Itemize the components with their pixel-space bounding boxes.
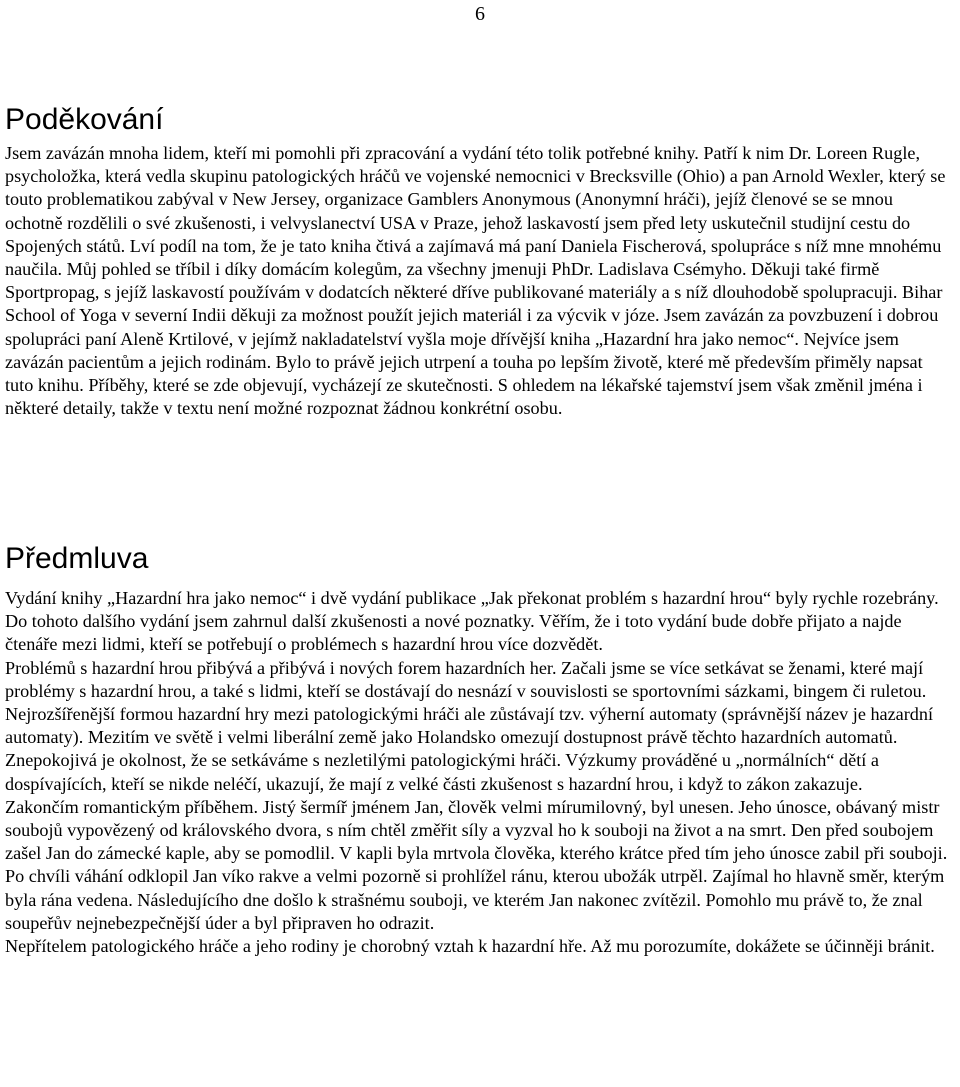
acknowledgements-paragraph: Jsem zavázán mnoha lidem, kteří mi pomohli při zpracování a vydání této tolik potřebné knihy. Patří k nim Dr. Loreen Rugle, psycholožka, která vedla skupinu patologických hráčů ve vojenské nemocnici v Brecksville (Ohio) a pan Arnold Wexler, který se touto problematikou zabýval v New Jersey, organizace Gamblers Anonymous (Anonymní hráči), jejíž členové se se mnou ochotně rozdělili o své zkušenosti, i velvyslanectví USA v Praze, jehož laskavostí jsem před lety uskutečnil studijní cestu do Spojených států. Lví podíl na tom, že je tato kniha čtivá a zajímavá má paní Daniela Fischerová, spolupráce s níž mne mnohému naučila. Můj pohled se tříbil i díky domácím kolegům, za všechny jmenuji PhDr. Ladislava Csémyho. Děkuji také firmě Sportpropag, s jejíž laskavostí používám v dodatcích některé dříve publikované materiály a s níž dlouhodobě spolupracuji. Bihar School of Yoga v severní Indii děkuji za možnost použít jejich materiál i za výcvik v józe. Jsem zavázán za povzbuzení i dobrou spolupráci paní Aleně Krtilové, v jejímž nakladatelství vyšla moje dřívější kniha „Hazardní hra jako nemoc“. Nejvíce jsem zavázán pacientům a jejich rodinám. Bylo to právě jejich utrpení a touha po lepším životě, které mě především přiměly napsat tuto knihu. Příběhy, které se zde objevují, vycházejí ze skutečnosti. S ohledem na lékařské tajemství jsem však změnil jména i některé detaily, takže v textu není možné rozpoznat žádnou konkrétní osobu. [5, 143, 946, 419]
preface-paragraph: Problémů s hazardní hrou přibývá a přibývá i nových forem hazardních her. Začali jsme se více setkávat se ženami, které mají problémy s hazardní hrou, a také s lidmi, kteří se dostávají do nesnází v souvislosti se sportovními sázkami, bingem či ruletou. Nejrozšířenější formou hazardní hry mezi patologickými hráči ale zůstávají tzv. výherní automaty (správnější název je hazardní automaty). Mezitím ve světě i velmi liberální země jako Holandsko omezují dostupnost právě těchto hazardních automatů. Znepokojivá je okolnost, že se setkáváme s nezletilými patologickými hráči. Výzkumy prováděné u „normálních“ dětí a dospívajících, kteří se nikde neléčí, ukazují, že mají z velké části zkušenost s hazardní hrou, i když to zákon zakazuje. [5, 657, 934, 794]
acknowledgements-heading: Poděkování [5, 103, 164, 136]
preface-body [5, 587, 951, 958]
preface-paragraph: Zakončím romantickým příběhem. Jistý šermíř jménem Jan, člověk velmi mírumilovný, byl unesen. Jeho únosce, obávaný mistr soubojů vypovězený od královského dvora, s ním chtěl změřit síly a vyzval ho k souboji na život a na smrt. Den před soubojem zašel Jan do zámecké kaple, aby se pomodlil. V kapli byla mrtvola člověka, kterého krátce před tím jeho únosce zabil při souboji. Po chvíli váhání odklopil Jan víko rakve a velmi pozorně si prohlížel ránu, kterou ubožák utrpěl. Zajímal ho hlavně směr, kterým byla rána vedena. Následujícího dne došlo k strašnému souboji, ve kterém Jan nakonec zvítězil. Pomohlo mu právě to, že znal soupeřův nejnebezpečnější úder a byl připraven ho odrazit. [5, 796, 948, 933]
preface-heading: Předmluva [5, 542, 149, 575]
acknowledgements-body [5, 142, 951, 420]
preface-paragraph: Nepřítelem patologického hráče a jeho rodiny je chorobný vztah k hazardní hře. Až mu porozumíte, dokážete se účinněji bránit. [5, 936, 935, 957]
page-number: 6 [475, 3, 485, 25]
preface-paragraph: Vydání knihy „Hazardní hra jako nemoc“ i dvě vydání publikace „Jak překonat problém s hazardní hrou“ byly rychle rozebrány. Do tohoto dalšího vydání jsem zahrnul další zkušenosti a nové poznatky. Věřím, že i toto vydání bude dobře přijato a najde čtenáře mezi lidmi, kteří se potřebují o problémech s hazardní hrou více dozvědět. [5, 588, 939, 655]
